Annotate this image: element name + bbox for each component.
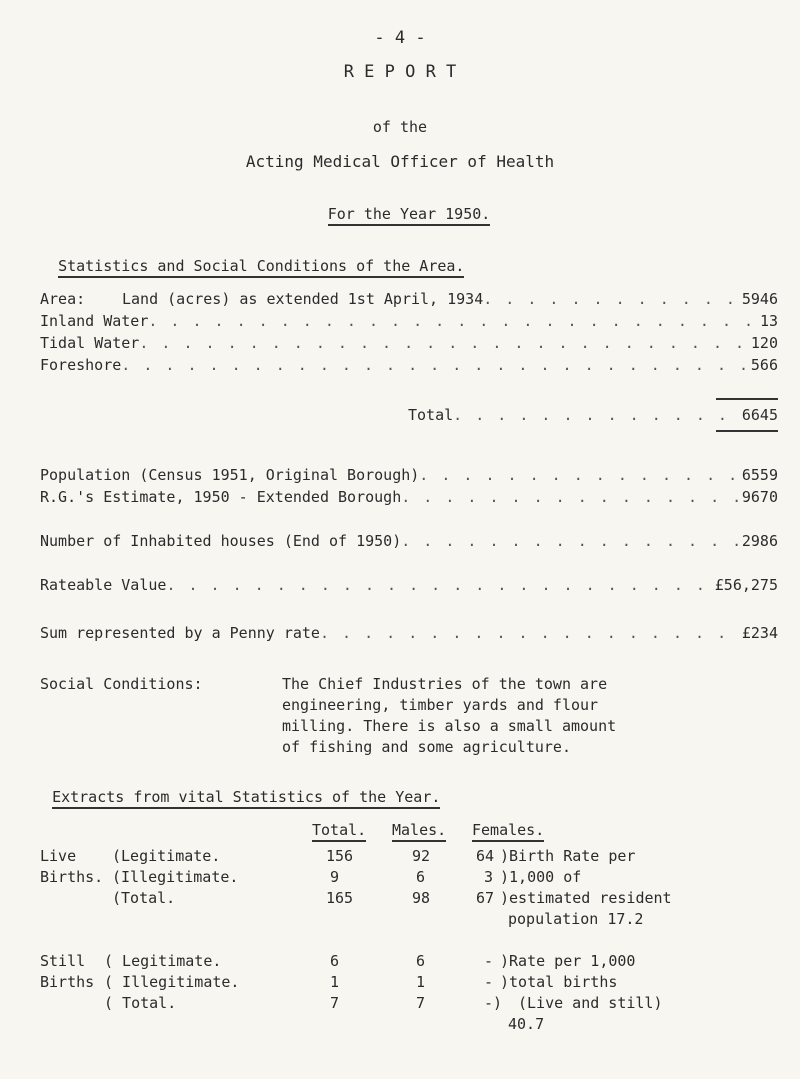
area-total-label: Total bbox=[408, 406, 454, 424]
table-cell: 92 bbox=[412, 847, 431, 865]
table-header-females bbox=[472, 821, 544, 839]
population-label: R.G.'s Estimate, 1950 - Extended Borough bbox=[40, 488, 402, 506]
area-row-value: 120 bbox=[750, 334, 778, 352]
houses-row bbox=[40, 532, 778, 550]
penny-rate-value: £234 bbox=[741, 624, 778, 642]
area-row-land bbox=[122, 290, 778, 308]
table-cell: -) bbox=[484, 994, 503, 1012]
social-line: The Chief Industries of the town are bbox=[282, 675, 608, 693]
table-cell: ( Illegitimate. bbox=[104, 973, 240, 991]
report-year: For the Year 1950. bbox=[328, 205, 491, 226]
table-cell: - bbox=[484, 952, 494, 970]
section-heading-statistics-text: Statistics and Social Conditions of the Area. bbox=[58, 257, 464, 278]
houses-label: Number of Inhabited houses (End of 1950) bbox=[40, 532, 402, 550]
table-cell: 6 bbox=[330, 952, 340, 970]
area-row-value: 13 bbox=[759, 312, 778, 330]
population-census-row bbox=[40, 466, 778, 484]
social-line: milling. There is also a small amount bbox=[282, 717, 617, 735]
area-total-row bbox=[408, 406, 778, 424]
table-note: )Rate per 1,000 bbox=[500, 952, 636, 970]
table-cell: ( Total. bbox=[104, 994, 177, 1012]
table-note: 40.7 bbox=[508, 1015, 545, 1033]
report-subtitle-officer: Acting Medical Officer of Health bbox=[245, 152, 555, 171]
table-cell: ( Legitimate. bbox=[104, 952, 222, 970]
population-value: 6559 bbox=[741, 466, 778, 484]
table-note: population 17.2 bbox=[508, 910, 644, 928]
table-cell: - bbox=[484, 973, 494, 991]
social-line: engineering, timber yards and flour bbox=[282, 696, 599, 714]
section-heading-vital-text: Extracts from vital Statistics of the Year. bbox=[52, 788, 440, 809]
table-cell: (Illegitimate. bbox=[112, 868, 239, 886]
table-cell: 6 bbox=[416, 952, 426, 970]
rateable-row bbox=[40, 576, 778, 594]
table-note: )Birth Rate per bbox=[500, 847, 636, 865]
rateable-value: £56,275 bbox=[714, 576, 778, 594]
table-cell: 7 bbox=[330, 994, 340, 1012]
area-row-label: Inland Water bbox=[40, 312, 149, 330]
social-conditions-label: Social Conditions: bbox=[40, 675, 203, 693]
table-cell: Still bbox=[40, 952, 86, 970]
section-heading-statistics bbox=[40, 239, 464, 275]
table-cell: Births bbox=[40, 973, 95, 991]
area-row-label: Land (acres) as extended 1st April, 1934 bbox=[122, 290, 484, 308]
table-cell: 7 bbox=[416, 994, 426, 1012]
area-row-label: Foreshore bbox=[40, 356, 122, 374]
table-cell: (Legitimate. bbox=[112, 847, 221, 865]
header-text: Females. bbox=[472, 821, 544, 842]
table-cell: 9 bbox=[330, 868, 340, 886]
table-cell: 98 bbox=[412, 889, 431, 907]
table-cell: 1 bbox=[416, 973, 426, 991]
header-text: Males. bbox=[392, 821, 446, 842]
population-estimate-row bbox=[40, 488, 778, 506]
section-heading-vital bbox=[34, 770, 440, 806]
table-header-males bbox=[392, 821, 446, 839]
area-total-value: 6645 bbox=[741, 406, 778, 424]
table-cell: 3 bbox=[484, 868, 494, 886]
table-note: )estimated resident bbox=[500, 889, 672, 907]
houses-value: 2986 bbox=[741, 532, 778, 550]
report-title: R E P O R T bbox=[343, 62, 457, 82]
area-row-foreshore bbox=[40, 356, 778, 374]
rateable-label: Rateable Value bbox=[40, 576, 167, 594]
table-cell: Live bbox=[40, 847, 77, 865]
report-year-wrap bbox=[0, 187, 800, 223]
table-cell: 165 bbox=[326, 889, 354, 907]
social-line: of fishing and some agriculture. bbox=[282, 738, 571, 756]
total-rule-top bbox=[716, 398, 778, 400]
area-row-value: 566 bbox=[750, 356, 778, 374]
penny-rate-row bbox=[40, 624, 778, 642]
table-note: (Live and still) bbox=[518, 994, 663, 1012]
table-cell: (Total. bbox=[112, 889, 176, 907]
table-cell: Births. bbox=[40, 868, 104, 886]
area-row-label: Tidal Water bbox=[40, 334, 140, 352]
area-row-inland bbox=[40, 312, 778, 330]
total-rule-bottom bbox=[716, 430, 778, 432]
table-cell: 64 bbox=[476, 847, 495, 865]
table-cell: 67 bbox=[476, 889, 495, 907]
population-value: 9670 bbox=[741, 488, 778, 506]
table-note: )total births bbox=[500, 973, 618, 991]
area-row-value: 5946 bbox=[741, 290, 778, 308]
page-number: - 4 - bbox=[374, 28, 426, 48]
table-cell: 156 bbox=[326, 847, 354, 865]
report-subtitle-of-the: of the bbox=[372, 118, 428, 136]
table-cell: 6 bbox=[416, 868, 426, 886]
header-text: Total. bbox=[312, 821, 366, 842]
area-prefix: Area: bbox=[40, 290, 86, 308]
table-note: )1,000 of bbox=[500, 868, 582, 886]
area-row-tidal bbox=[40, 334, 778, 352]
table-cell: 1 bbox=[330, 973, 340, 991]
population-label: Population (Census 1951, Original Borough) bbox=[40, 466, 420, 484]
table-header-total bbox=[312, 821, 366, 839]
penny-rate-label: Sum represented by a Penny rate bbox=[40, 624, 320, 642]
